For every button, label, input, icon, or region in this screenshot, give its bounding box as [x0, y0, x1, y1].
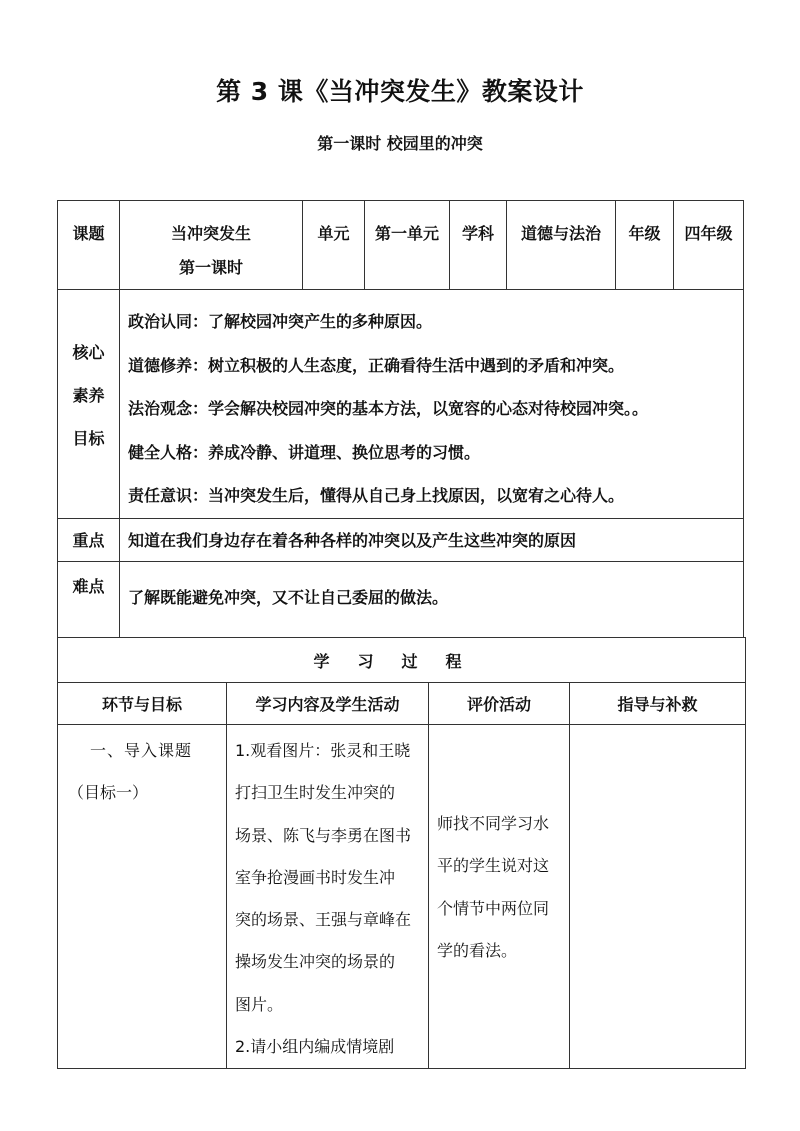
content-line-1: 1.观看图片：张灵和王晓	[235, 741, 411, 760]
evaluation-cell	[429, 725, 570, 1069]
evaluation-line-2: 平的学生说对这	[437, 856, 550, 876]
learning-process-table	[57, 637, 746, 1069]
document-subtitle: 第一课时 校园里的冲突	[317, 134, 483, 153]
core-label-line-1: 核心	[72, 343, 105, 362]
unit-value-cell	[365, 201, 450, 290]
grade-value: 四年级	[684, 224, 733, 243]
unit-value: 第一单元	[374, 224, 439, 243]
subject-value: 道德与法治	[520, 224, 601, 243]
goal-personality: 健全人格：养成冷静、讲道理、换位思考的习惯。	[128, 442, 481, 462]
content-line-3: 场景、陈飞与李勇在图书	[235, 825, 412, 845]
content-line-6: 操场发生冲突的场景的	[235, 952, 396, 972]
subject-label: 学科	[461, 224, 494, 243]
stage-line-1: 一、导入课题	[90, 741, 193, 760]
difficulty-value: 了解既能避免冲突，又不让自己委屈的做法。	[120, 561, 744, 637]
content-line-8: 2.请小组内编成情境剧	[235, 1037, 395, 1057]
core-goals-cell	[120, 290, 744, 519]
goal-law: 法治观念：学会解决校园冲突的基本方法，以宽容的心态对待校园冲突。。	[128, 399, 649, 418]
goal-moral: 道德修养：树立积极的人生态度，正确看待生活中遇到的矛盾和冲突。	[128, 355, 625, 375]
stage-cell	[58, 725, 227, 1069]
key-value: 知道在我们身边存在着各种各样的冲突以及产生这些冲突的原因	[120, 518, 744, 561]
lesson-info-table	[57, 200, 744, 638]
content-cell	[227, 725, 429, 1069]
content-line-5: 突的场景、王强与章峰在	[235, 910, 412, 930]
column-header-stage: 环节与目标	[58, 683, 227, 725]
core-label-line-3: 目标	[72, 429, 105, 448]
goal-responsibility: 责任意识：当冲突发生后，懂得从自己身上找原因，以宽宥之心待人。	[128, 486, 625, 505]
unit-label-cell	[303, 201, 365, 290]
column-header-evaluation: 评价活动	[429, 683, 570, 725]
difficulty-label: 难点	[58, 561, 120, 637]
content-line-4: 室争抢漫画书时发生冲	[235, 867, 396, 887]
topic-label-cell	[58, 201, 120, 290]
column-header-guidance: 指导与补救	[570, 683, 746, 725]
topic-value-cell	[120, 201, 303, 290]
guidance-cell	[570, 725, 746, 1069]
grade-label-cell	[616, 201, 674, 290]
grade-label: 年级	[628, 224, 661, 243]
goal-political: 政治认同：了解校园冲突产生的多种原因。	[128, 312, 433, 331]
subject-value-cell	[507, 201, 616, 290]
core-label-line-2: 素养	[72, 386, 105, 405]
grade-value-cell	[674, 201, 744, 290]
subject-label-cell	[450, 201, 507, 290]
content-line-2: 打扫卫生时发生冲突的	[235, 783, 396, 803]
document-title: 第 3 课《当冲突发生》教案设计	[216, 77, 584, 106]
topic-line-1: 当冲突发生	[170, 224, 251, 243]
evaluation-line-4: 学的看法。	[437, 940, 518, 960]
key-label: 重点	[58, 518, 120, 561]
evaluation-line-1: 师找不同学习水	[437, 814, 550, 833]
column-header-content: 学习内容及学生活动	[227, 683, 429, 725]
process-heading: 学习过程	[58, 638, 746, 683]
topic-line-2: 第一课时	[178, 258, 243, 277]
topic-label: 课题	[72, 224, 105, 243]
unit-label: 单元	[317, 224, 350, 243]
stage-line-2: （目标一）	[68, 783, 149, 803]
evaluation-line-3: 个情节中两位同	[437, 898, 550, 918]
core-label-cell	[58, 290, 120, 519]
content-line-7: 图片。	[235, 994, 284, 1014]
